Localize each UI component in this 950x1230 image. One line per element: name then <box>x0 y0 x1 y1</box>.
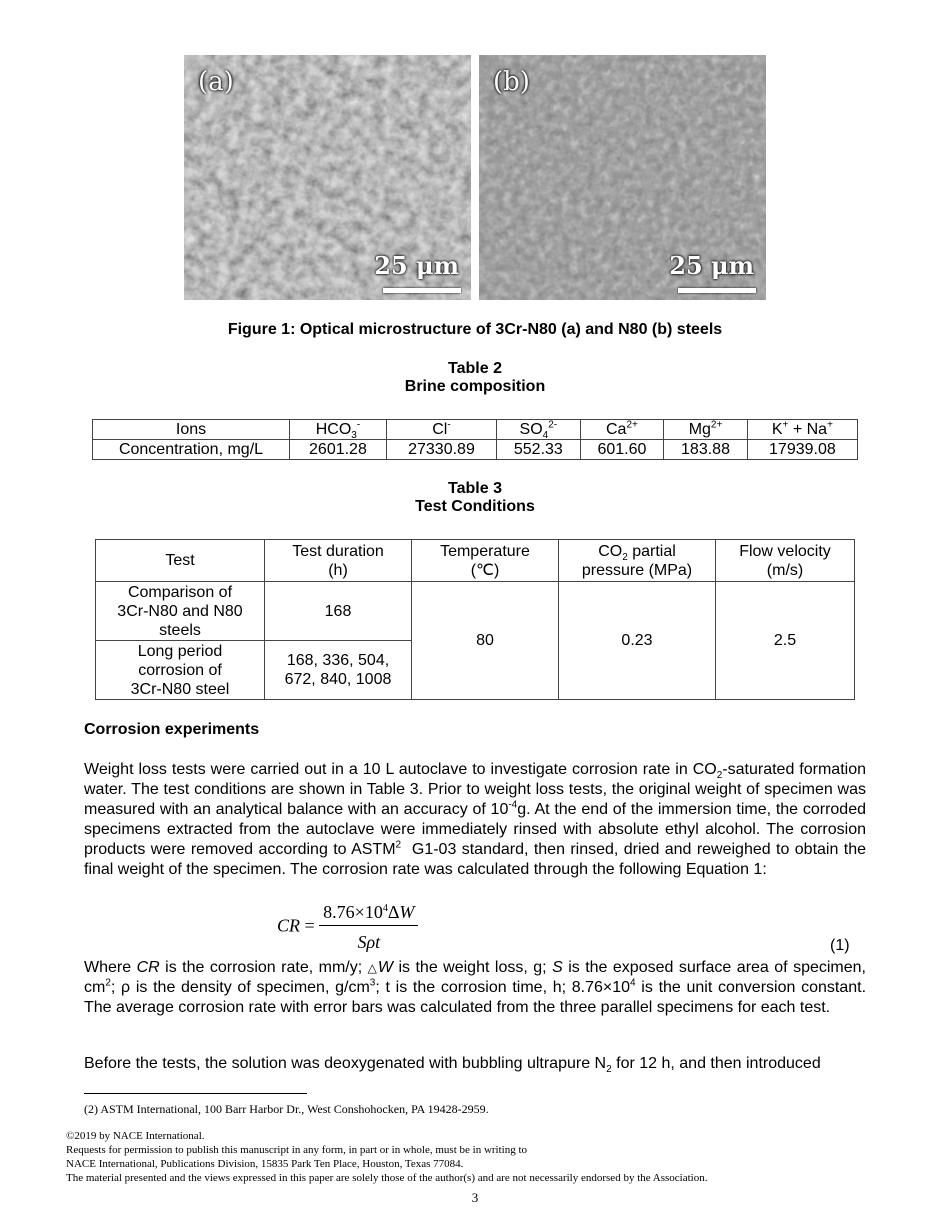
value-ca: 601.60 <box>580 440 664 460</box>
micrograph-b <box>479 55 766 300</box>
table2-title: Table 2 Brine composition <box>404 360 546 395</box>
body-paragraph-1: Weight loss tests were carried out in a 10 L autoclave to investigate corrosion rate in $CO_2$-saturated formation water. The test conditions are shown in Table 3. Prior to weight loss tests, the original weight of specimen was measured with an analytical balance with an accuracy of $10^{-4}g$. At the end of the immersion time, the corroded specimens extracted from the autoclave were immediately rinsed with absolute ethyl alcohol. The corrosion products were removed according to ASTM$^2$ G1-03 standard, then rinsed, dried and reweighed to obtain the final weight of the specimen. The corrosion rate was calculated through the following Equation 1: <box>84 761 867 878</box>
header-pressure: $CO_2$ partial pressure (MPa) <box>559 540 716 582</box>
test-conditions-table <box>95 539 855 700</box>
row-comparison-test: Comparison of 3Cr-N80 and N80 steels <box>96 582 265 641</box>
value-k-na: 17939.08 <box>747 440 857 460</box>
equation-number: (1) <box>830 937 850 954</box>
row-long-period-test: Long period corrosion of 3Cr-N80 steel <box>96 641 265 700</box>
ion-mg: $Mg^{2+}$ <box>664 420 748 440</box>
panel-a-label: (a) <box>198 67 234 97</box>
panel-b-scale-text: 25 μm <box>669 251 754 280</box>
row-long-period-duration: 168, 336, 504, 672, 840, 1008 <box>265 641 412 700</box>
header-velocity: Flow velocity (m/s) <box>716 540 855 582</box>
body-paragraph-3: Before the tests, the solution was deoxygenated with bubbling ultrapure $N_2$ for 12 h, and then introduced <box>84 1055 821 1076</box>
velocity-value: 2.5 <box>716 582 855 700</box>
ion-ca: $Ca^{2+}$ <box>580 420 664 440</box>
panel-a-scale-text: 25 μm <box>374 251 459 280</box>
pressure-value: 0.23 <box>559 582 716 700</box>
ion-so4: $SO_4^{2-}$ <box>497 420 581 440</box>
panel-b-scale-bar <box>678 288 756 293</box>
page-number: 3 <box>471 1190 479 1205</box>
ion-hco3: $HCO_3^-$ <box>290 420 387 440</box>
row-comparison-duration: 168 <box>265 582 412 641</box>
temperature-value: 80 <box>412 582 559 700</box>
header-duration: Test duration (h) <box>265 540 412 582</box>
section-heading: Corrosion experiments <box>84 721 260 738</box>
panel-b-label: (b) <box>493 67 530 97</box>
footnote-rule <box>84 1093 307 1094</box>
table3-title: Table 3 Test Conditions <box>415 480 535 515</box>
corrosion-rate-equation: CR = $\frac{8.76\times 10^4\Delta W}{\text{Sρt}}$ <box>277 902 418 953</box>
value-cl: 27330.89 <box>386 440 496 460</box>
ion-k-na: K+ + Na+ <box>747 420 857 440</box>
ion-cl: Cl- <box>386 420 496 440</box>
footnote: (2) ASTM International, 100 Barr Harbor Dr., West Conshohocken, PA 19428-2959. <box>84 1102 489 1116</box>
micrograph-a <box>184 55 471 300</box>
copyright-block: ©2019 by NACE International. Requests for permission to publish this manuscript in any form, in part or in whole, must be in writing to NACE International, Publications Division, 15835 Park Ten Place, Houston, Texas 77084. The material presented and the views expressed in this paper are solely those of the author(s) and are not necessarily endorsed by the Association. <box>66 1130 708 1184</box>
figure-caption: Figure 1: Optical microstructure of 3Cr-N80 (a) and N80 (b) steels <box>227 321 723 338</box>
panel-a-scale-bar <box>383 288 461 293</box>
brine-composition-table <box>92 419 858 460</box>
body-paragraph-2: Where CR is the corrosion rate, mm/y; △W is the weight loss, g; S is the exposed surface area of specimen, $cm^2$; ρ is the density of specimen, $g/cm^3$; t is the corrosion time, h; $8.76\times 10^4$ is the unit conversion constant. The average corrosion rate with error bars was calculated from the three parallel specimens for each test. <box>84 959 867 1016</box>
header-test: Test <box>96 540 265 582</box>
value-so4: 552.33 <box>497 440 581 460</box>
value-hco3: 2601.28 <box>290 440 387 460</box>
table2-values-label: Concentration, mg/L <box>93 440 290 460</box>
header-temperature: Temperature (℃) <box>412 540 559 582</box>
value-mg: 183.88 <box>664 440 748 460</box>
table2-ions-header: Ions <box>93 420 290 440</box>
